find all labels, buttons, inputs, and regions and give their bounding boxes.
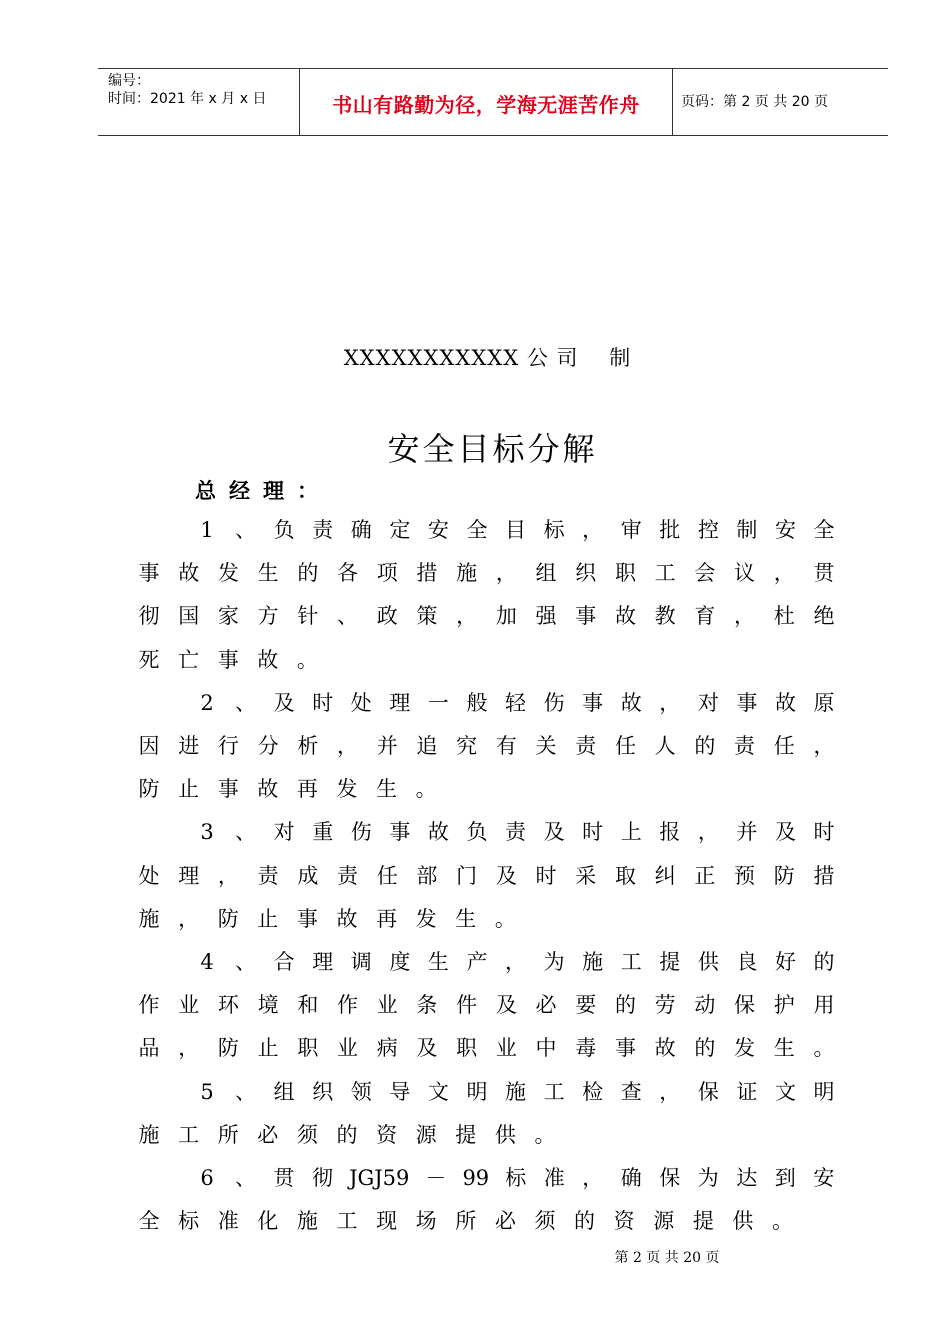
- body-line: 防 止 事 故 再 发 生 。: [138, 777, 437, 801]
- body-line: 因 进 行 分 析 ， 并 追 究 有 关 责 任 人 的 责 任 ，: [138, 734, 835, 758]
- body-line: 3 、 对 重 伤 事 故 负 责 及 时 上 报 ， 并 及 时: [200, 820, 835, 844]
- motto-text: 书山有路勤为径，学海无涯苦作舟: [332, 93, 640, 117]
- body-line: 1 、 负 责 确 定 安 全 目 标 ， 审 批 控 制 安 全: [200, 518, 835, 542]
- body-line: 彻 国 家 方 针 、 政 策 ， 加 强 事 故 教 育 ， 杜 绝: [138, 604, 835, 628]
- body-line: 品 ， 防 止 职 业 病 及 职 业 中 毒 事 故 的 发 生 。: [138, 1036, 835, 1060]
- body-line: 5 、 组 织 领 导 文 明 施 工 检 查 ， 保 证 文 明: [200, 1080, 835, 1104]
- body-line: 处 理 ， 责 成 责 任 部 门 及 时 采 取 纠 正 预 防 措: [138, 864, 835, 888]
- body-line: 施 工 所 必 须 的 资 源 提 供 。: [138, 1123, 556, 1147]
- header-motto-cell: [300, 69, 673, 135]
- body-line: 6 、 贯 彻 JGJ59 － 99 标 准 ， 确 保 为 达 到 安: [200, 1166, 835, 1190]
- page-footer: 第 2 页 共 20 页: [614, 1250, 720, 1266]
- time-label: 时间：2021 年 x 月 x 日: [108, 91, 267, 107]
- company-name: XXXXXXXXXXX 公 司 制: [343, 346, 632, 370]
- number-label: 编号：: [108, 73, 150, 89]
- header-meta-cell: [98, 69, 300, 135]
- document-title: 安全目标分解: [387, 430, 598, 468]
- header-page-cell: [673, 69, 888, 135]
- body-line: 施 ， 防 止 事 故 再 发 生 。: [138, 907, 516, 931]
- page-label: 页码：第 2 页 共 20 页: [681, 94, 828, 110]
- body-line: 作 业 环 境 和 作 业 条 件 及 必 要 的 劳 动 保 护 用: [138, 993, 835, 1017]
- body-line: 死 亡 事 故 。: [138, 648, 318, 672]
- body-line: 事 故 发 生 的 各 项 措 施 ， 组 织 职 工 会 议 ， 贯: [138, 561, 835, 585]
- body-line: 4 、 合 理 调 度 生 产 ， 为 施 工 提 供 良 好 的: [200, 950, 835, 974]
- header-table: [98, 68, 888, 136]
- body-line: 全 标 准 化 施 工 现 场 所 必 须 的 资 源 提 供 。: [138, 1209, 793, 1233]
- role-heading: 总经理：: [195, 479, 331, 503]
- body-line: 2 、 及 时 处 理 一 般 轻 伤 事 故 ， 对 事 故 原: [200, 691, 835, 715]
